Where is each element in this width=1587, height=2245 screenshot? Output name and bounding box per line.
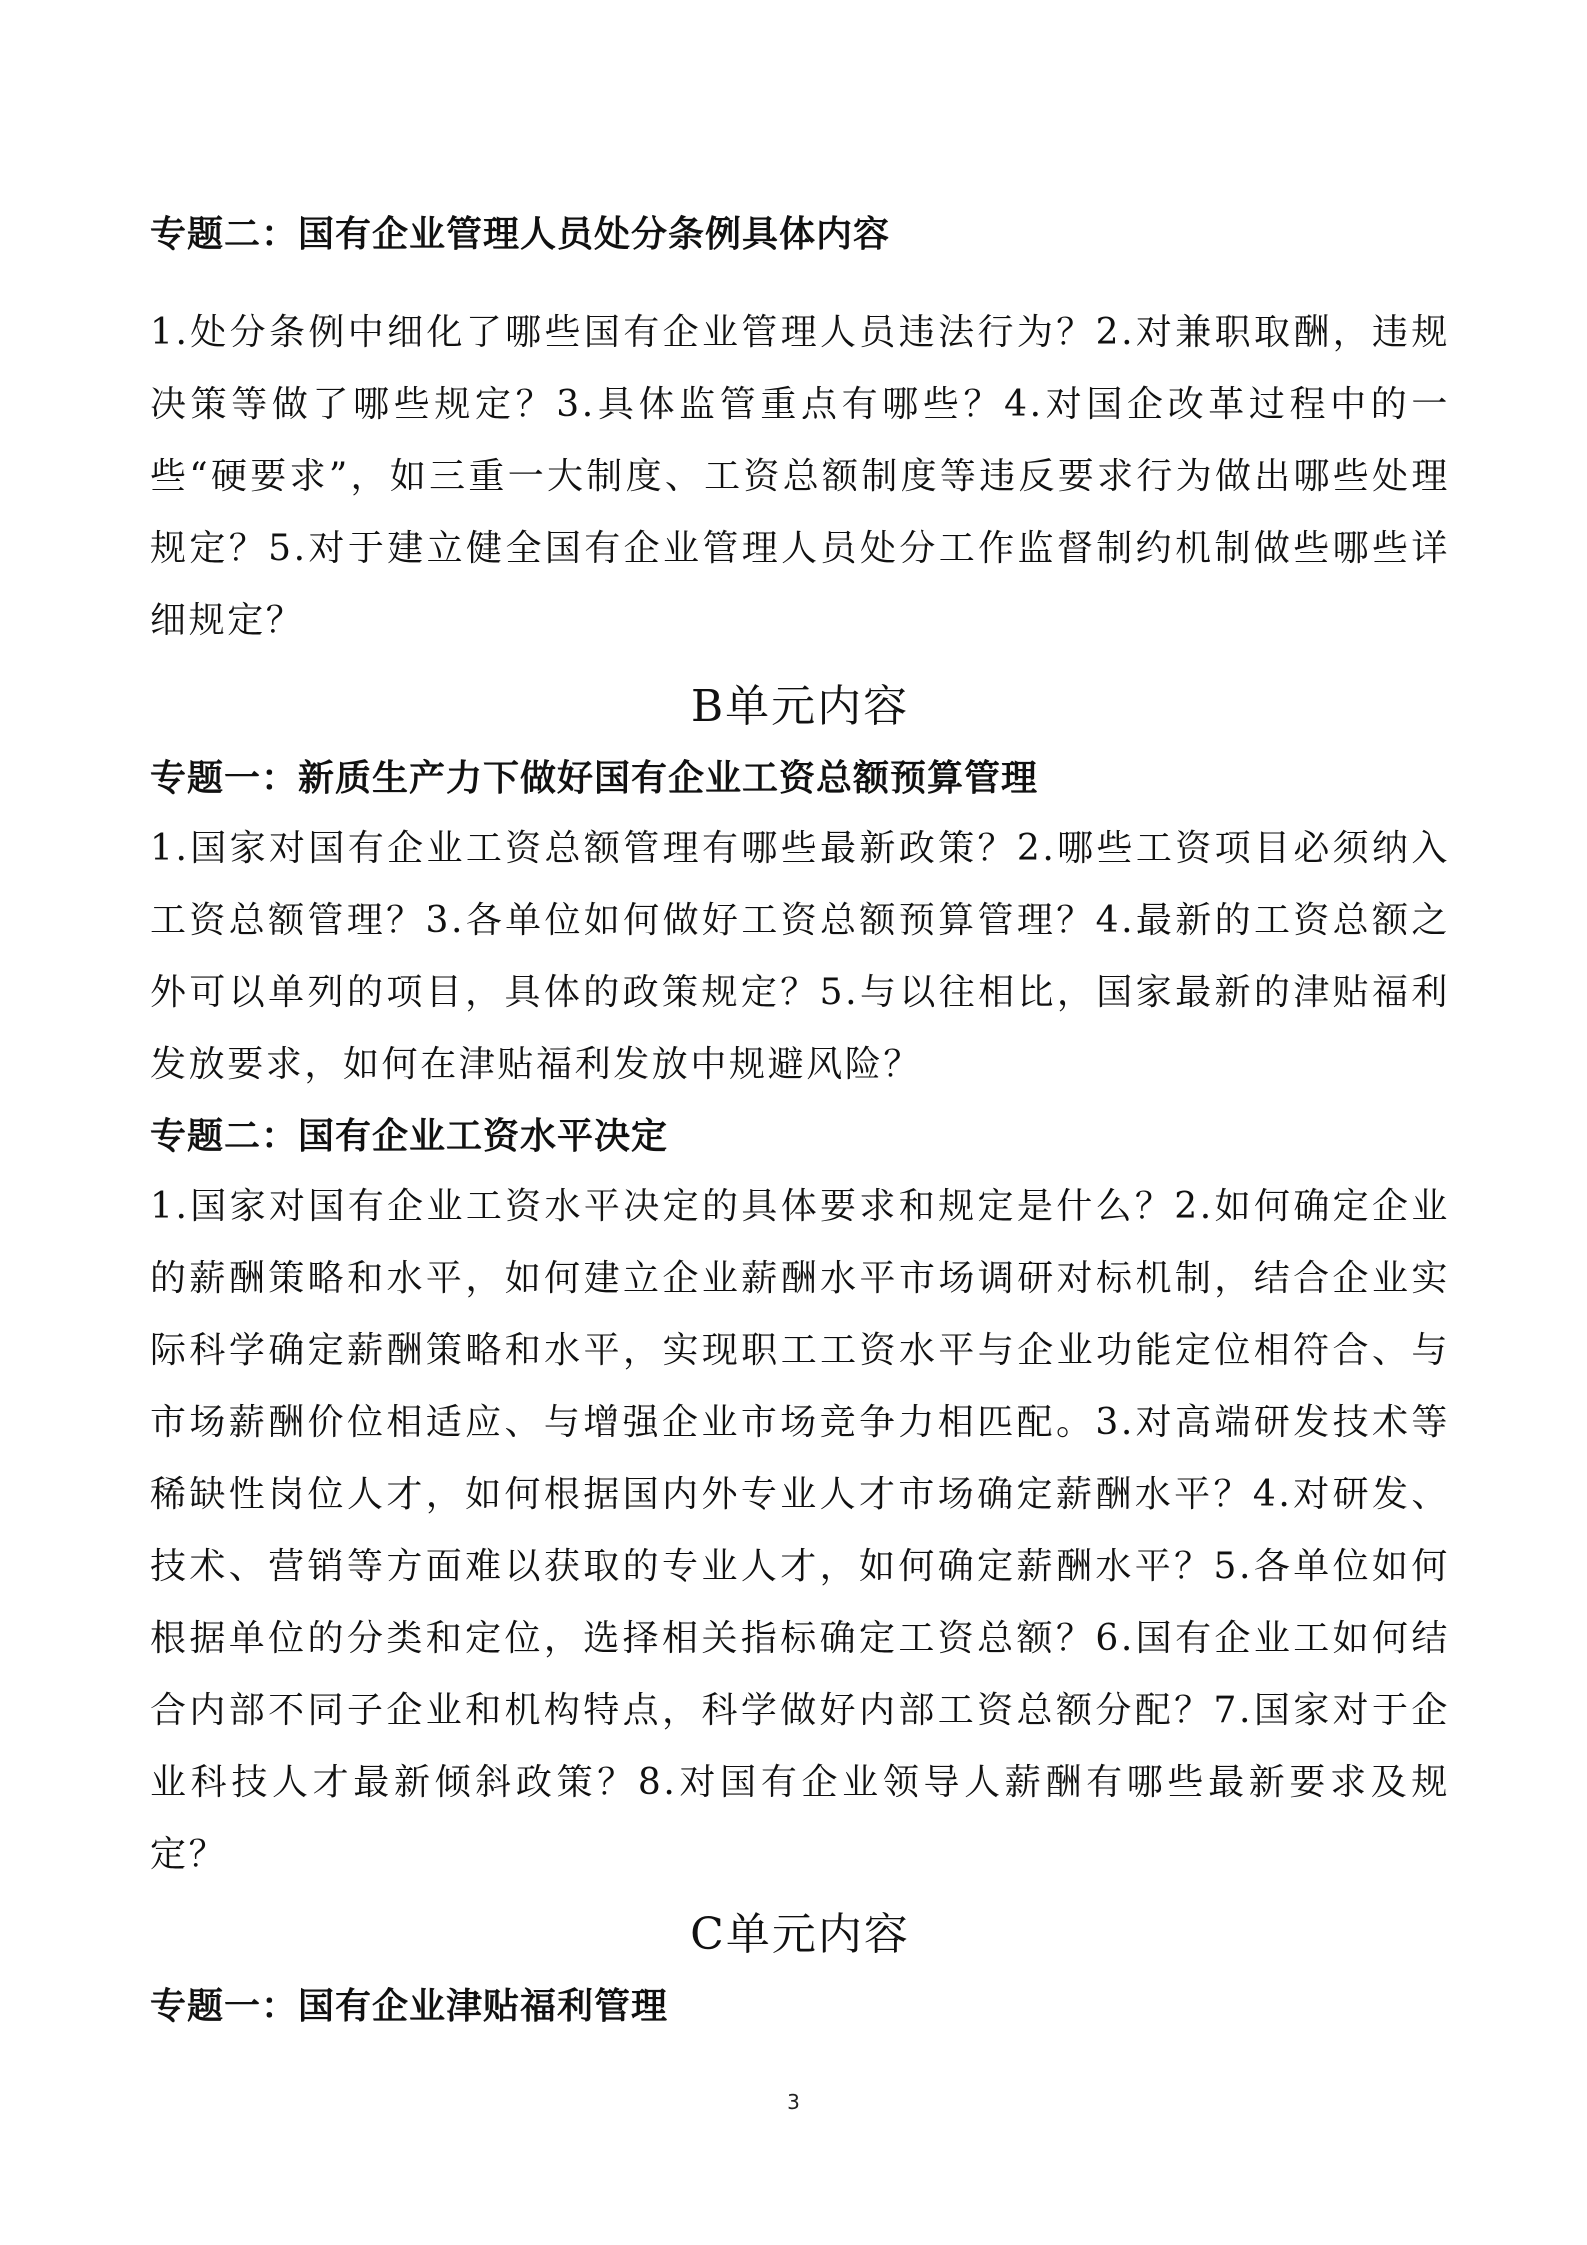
topic-body: 1.处分条例中细化了哪些国有企业管理人员违法行为？2.对兼职取酬，违规决策等做了哪些规定？3.具体监管重点有哪些？4.对国企改革过程中的一些“硬要求”，如三重一大制度、工资总额制度等违反要求行为做出哪些处理规定？5.对于建立健全国有企业管理人员处分工作监督制约机制做些哪些详细规定？ [150,312,1450,641]
document-content [150,205,1450,2041]
topic-heading: 专题一：新质生产力下做好国有企业工资总额预算管理 [150,757,1039,799]
topic-body: 1.国家对国有企业工资水平决定的具体要求和规定是什么？2.如何确定企业的薪酬策略和水平，如何建立企业薪酬水平市场调研对标机制，结合企业实际科学确定薪酬策略和水平，实现职工工资水平与企业功能定位相符合、与市场薪酬价位相适应、与增强企业市场竞争力相匹配。3.对高端研发技术等稀缺性岗位人才，如何根据国内外专业人才市场确定薪酬水平？4.对研发、技术、营销等方面难以获取的专业人才，如何确定薪酬水平？5.各单位如何根据单位的分类和定位，选择相关指标确定工资总额？6.国有企业工如何结合内部不同子企业和机构特点，科学做好内部工资总额分配？7.国家对于企业科技人才最新倾斜政策？8.对国有企业领导人薪酬有哪些最新要求及规定？ [150,1186,1450,1875]
topic-heading: 专题一：国有企业津贴福利管理 [150,1985,669,2027]
topic-heading: 专题二：国有企业管理人员处分条例具体内容 [150,213,891,255]
topic-heading: 专题二：国有企业工资水平决定 [150,1115,669,1157]
topic-body: 1.国家对国有企业工资总额管理有哪些最新政策？2.哪些工资项目必须纳入工资总额管理？3.各单位如何做好工资总额预算管理？4.最新的工资总额之外可以单列的项目，具体的政策规定？5.与以往相比，国家最新的津贴福利发放要求，如何在津贴福利发放中规避风险？ [150,828,1450,1085]
page-number: 3 [787,2090,800,2114]
unit-title: C单元内容 [690,1909,910,1960]
unit-title: B单元内容 [690,681,910,732]
